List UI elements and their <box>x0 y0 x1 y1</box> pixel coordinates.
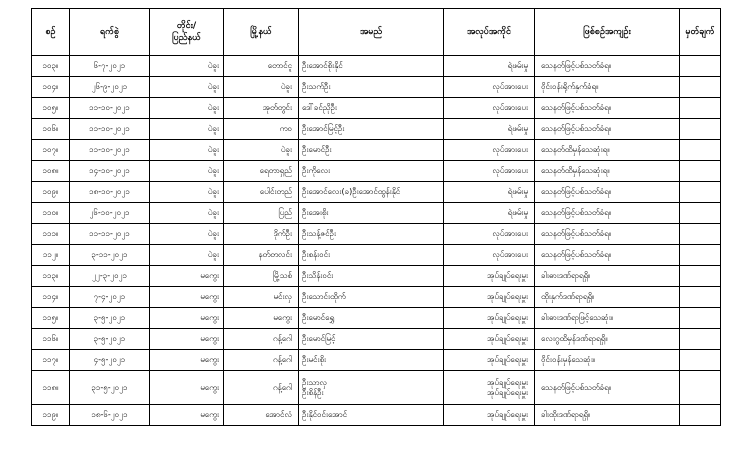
cell-name <box>299 329 444 350</box>
cell-job-line: လုပ်အားပေး <box>492 103 528 112</box>
cell-name-line: ဦးအေးစိုး <box>302 208 329 217</box>
cell-town: ဂန့်ဂေါ <box>224 350 299 371</box>
cell-town: မြို့သစ် <box>224 266 299 287</box>
cell-region: ပဲခူး <box>150 161 224 182</box>
cell-region: မကွေး <box>150 308 224 329</box>
cell-date: ၁၁-၁၀-၂၀၂၁ <box>70 119 150 140</box>
cell-status: သေနတ်ဖြင့်ပစ်သတ်ခံရ။ <box>535 203 680 224</box>
cell-no: ၁၁၇။ <box>32 350 70 371</box>
cell-job-line: ရဲဖမ်းမှု <box>507 187 528 196</box>
cell-date: ၄-၅-၂၀၂၁ <box>70 350 150 371</box>
cell-job <box>444 161 535 182</box>
cell-name <box>299 266 444 287</box>
table-row <box>32 308 721 329</box>
incident-table <box>31 8 721 426</box>
cell-date: ၂၆-၉-၂၀၂၁ <box>70 77 150 98</box>
table-row <box>32 56 721 77</box>
cell-status: ထိုးနှက်ဒဏ်ရာရရှိ။ <box>535 287 680 308</box>
cell-name <box>299 371 444 405</box>
cell-name <box>299 350 444 371</box>
header-name: အမည် <box>299 9 444 56</box>
cell-status: သေနတ်ထိမှန်သေဆုံးရ။ <box>535 140 680 161</box>
cell-no: ၁၁၂။ <box>32 245 70 266</box>
cell-town: ရေတာရှည် <box>224 161 299 182</box>
cell-status: သေနတ်ဖြင့်ပစ်သတ်ခံရ။ <box>535 182 680 203</box>
cell-town: နတ်တလင်း <box>224 245 299 266</box>
cell-date: ၃-၁၁-၂၀၂၁ <box>70 245 150 266</box>
cell-no: ၁၁၄။ <box>32 287 70 308</box>
cell-name <box>299 77 444 98</box>
cell-job <box>444 182 535 203</box>
header-region-line2: ပြည်နယ် <box>172 33 201 43</box>
document-page <box>31 8 721 426</box>
table-row <box>32 140 721 161</box>
cell-job-line: အုပ်ချုပ်ရေးမှူး <box>487 313 528 322</box>
cell-remark <box>680 98 721 119</box>
cell-status: သေနတ်ဖြင့်ပစ်သတ်ခံရ။ <box>535 245 680 266</box>
cell-job-line: အုပ်ချုပ်ရေးမှူး <box>487 355 528 364</box>
cell-name-line: ဦးစန်းဝင်း <box>302 250 331 259</box>
cell-date: ၃၁-၅-၂၀၂၁ <box>70 371 150 405</box>
cell-name-line: ဦးသာလှ <box>302 377 327 387</box>
cell-remark <box>680 203 721 224</box>
cell-no: ၁၀၃။ <box>32 56 70 77</box>
cell-job <box>444 140 535 161</box>
cell-region: မကွေး <box>150 371 224 405</box>
cell-job-line: လုပ်အားပေး <box>492 145 528 154</box>
cell-town: ဒိုက်ဦး <box>224 224 299 245</box>
cell-remark <box>680 140 721 161</box>
table-row <box>32 245 721 266</box>
cell-job <box>444 350 535 371</box>
cell-remark <box>680 182 721 203</box>
cell-job-line: အုပ်ချုပ်ရေးမှူး <box>487 410 528 419</box>
cell-status: ခါးဓားဒဏ်ရာဖြင့်သေဆုံး။ <box>535 308 680 329</box>
cell-status: သေနတ်ဖြင့်ပစ်သတ်ခံရ။ <box>535 119 680 140</box>
cell-remark <box>680 405 721 426</box>
cell-region: မကွေး <box>150 350 224 371</box>
cell-region: မကွေး <box>150 405 224 426</box>
table-row <box>32 224 721 245</box>
cell-name <box>299 161 444 182</box>
cell-status: ဝိုင်းဝန်းရိုက်နှက်ခံရ။ <box>535 77 680 98</box>
cell-town: ပဲခူး <box>224 77 299 98</box>
cell-no: ၁၁၆။ <box>32 329 70 350</box>
cell-name-line: ဦးသောင်းထိုက် <box>302 292 346 301</box>
cell-job-line: ရဲဖမ်းမှု <box>507 124 528 133</box>
cell-town: မင်းလှ <box>224 287 299 308</box>
cell-region: မကွေး <box>150 287 224 308</box>
cell-date: ၁၄-၁၀-၂၀၂၁ <box>70 161 150 182</box>
table-row <box>32 77 721 98</box>
header-date: ရက်စွဲ <box>70 9 150 56</box>
cell-no: ၁၀၉။ <box>32 182 70 203</box>
cell-status: လေးဂွထိမှန်ဒဏ်ရာရရှိ။ <box>535 329 680 350</box>
table-row <box>32 350 721 371</box>
cell-name <box>299 98 444 119</box>
cell-date: ၁၁-၁၀-၂၀၂၁ <box>70 98 150 119</box>
cell-name-line: ဦးအောင်လေး(ခ)ဦးအောင်ထွန်းနိုင် <box>302 187 401 196</box>
cell-name-line: ဦးစိန်ဦး <box>302 387 324 397</box>
table-row <box>32 119 721 140</box>
cell-date: ၃-၅-၂၀၂၁ <box>70 308 150 329</box>
cell-status: သေနတ်ဖြင့်ပစ်သတ်ခံရ။ <box>535 98 680 119</box>
cell-remark <box>680 77 721 98</box>
cell-region: ပဲခူး <box>150 245 224 266</box>
cell-remark <box>680 266 721 287</box>
cell-name-line: ဦးမောင်မြင့် <box>302 334 336 343</box>
table-row <box>32 182 721 203</box>
cell-name <box>299 224 444 245</box>
cell-no: ၁၀၈။ <box>32 161 70 182</box>
cell-name-line: ဦးနိုင်ဝင်းအောင် <box>302 410 348 419</box>
cell-job <box>444 56 535 77</box>
cell-job-line: လုပ်အားပေး <box>492 82 528 91</box>
cell-region: မကွေး <box>150 329 224 350</box>
cell-name-line: ဦးသန့်ဇင်ဦး <box>302 229 337 238</box>
cell-region: ပဲခူး <box>150 203 224 224</box>
cell-job <box>444 77 535 98</box>
table-row <box>32 405 721 426</box>
cell-date: ၂၂-၃-၂၀၂၁ <box>70 266 150 287</box>
cell-no: ၁၁၈။ <box>32 371 70 405</box>
table-body <box>32 56 721 426</box>
cell-name <box>299 405 444 426</box>
cell-date: ၆-၇-၂၀၂၁ <box>70 56 150 77</box>
table-row <box>32 329 721 350</box>
cell-no: ၁၁၁။ <box>32 224 70 245</box>
cell-name-line: ဦးသိန်းဝင်း <box>302 271 334 280</box>
cell-no: ၁၁၃။ <box>32 266 70 287</box>
cell-job-line: လုပ်အားပေး <box>492 250 528 259</box>
cell-job-line: အုပ်ချုပ်ရေးမှူး <box>487 271 528 280</box>
cell-remark <box>680 224 721 245</box>
cell-name-line: ဦးအောင်မြင့်ဦး <box>302 124 345 133</box>
cell-name <box>299 203 444 224</box>
cell-status: သေနတ်ဖြင့်ပစ်သတ်ခံရ။ <box>535 371 680 405</box>
header-region-line1: တိုင်း/ <box>176 21 197 31</box>
cell-region: ပဲခူး <box>150 77 224 98</box>
cell-town: အောင်လံ <box>224 405 299 426</box>
cell-date: ၁၁-၁၀-၂၀၂၁ <box>70 140 150 161</box>
cell-date: ၁၈-၆-၂၀၂၁ <box>70 405 150 426</box>
cell-job-line: လုပ်အားပေး <box>492 166 528 175</box>
cell-remark <box>680 56 721 77</box>
cell-name-line: ဦးကိုလေး <box>302 166 331 175</box>
cell-remark <box>680 119 721 140</box>
cell-town: ဂန့်ဂေါ <box>224 371 299 405</box>
cell-date: ၃-၅-၂၀၂၁ <box>70 329 150 350</box>
cell-remark <box>680 329 721 350</box>
cell-name <box>299 245 444 266</box>
table-row <box>32 203 721 224</box>
cell-region: ပဲခူး <box>150 56 224 77</box>
cell-no: ၁၁၅။ <box>32 308 70 329</box>
header-status: ဖြစ်စဉ်အကျဉ်း <box>535 9 680 56</box>
cell-job <box>444 371 535 405</box>
cell-name <box>299 308 444 329</box>
cell-remark <box>680 287 721 308</box>
cell-date: ၁၁-၁၁-၂၀၂၁ <box>70 224 150 245</box>
cell-status: ဝိုင်းဝန်းမှန်သေဆုံး။ <box>535 350 680 371</box>
cell-town: ပဲခူး <box>224 140 299 161</box>
cell-job <box>444 224 535 245</box>
cell-job-line: လုပ်အားပေး <box>492 229 528 238</box>
cell-job-line: ရဲဖမ်းမှု <box>507 61 528 70</box>
cell-status: ခါးထိုးဒဏ်ရာရရှိ။ <box>535 405 680 426</box>
cell-job <box>444 203 535 224</box>
table-row <box>32 266 721 287</box>
cell-name <box>299 119 444 140</box>
cell-no: ၁၀၆။ <box>32 119 70 140</box>
cell-town: မကွေး <box>224 308 299 329</box>
cell-region: ပဲခူး <box>150 140 224 161</box>
cell-job <box>444 119 535 140</box>
table-row <box>32 98 721 119</box>
cell-name-line: ဦးသက်ဦး <box>302 82 331 91</box>
cell-town: တောင်ငူ <box>224 56 299 77</box>
cell-name-line: ဦးအောင်စိုးနိုင် <box>302 61 343 70</box>
cell-town: ပေါင်းတည် <box>224 182 299 203</box>
cell-no: ၁၁၉။ <box>32 405 70 426</box>
cell-name-line: ဦးမောင်ဦး <box>302 145 332 154</box>
cell-town: အုတ်တွင်း <box>224 98 299 119</box>
cell-name-line: ဦးမောင်ရွှေ <box>302 313 335 322</box>
cell-no: ၁၁၀။ <box>32 203 70 224</box>
cell-job-line: အုပ်ချုပ်ရေးမှူး <box>487 377 528 387</box>
cell-job-line: ရဲဖမ်းမှု <box>507 208 528 217</box>
cell-job <box>444 266 535 287</box>
table-row <box>32 161 721 182</box>
cell-region: ပဲခူး <box>150 182 224 203</box>
header-row <box>32 9 721 56</box>
header-remark: မှတ်ချက် <box>680 9 721 56</box>
header-region <box>150 9 224 56</box>
cell-remark <box>680 245 721 266</box>
cell-region: မကွေး <box>150 266 224 287</box>
header-town: မြို့နယ် <box>224 9 299 56</box>
cell-date: ၇-၄-၂၀၂၁ <box>70 287 150 308</box>
cell-no: ၁၀၅။ <box>32 98 70 119</box>
cell-job-line: အုပ်ချုပ်ရေးမှူး <box>487 292 528 301</box>
cell-job <box>444 245 535 266</box>
cell-remark <box>680 161 721 182</box>
cell-date: ၁၈-၁၀-၂၀၂၁ <box>70 182 150 203</box>
cell-status: သေနတ်ဖြင့်ပစ်သတ်ခံရ။ <box>535 224 680 245</box>
cell-status: ခါးဓားဒဏ်ရာရရှိ။ <box>535 266 680 287</box>
table-row <box>32 371 721 405</box>
cell-job <box>444 329 535 350</box>
cell-name-line: ဒေါ်ခင်ညိုဦး <box>302 103 337 112</box>
header-no: စဉ် <box>32 9 70 56</box>
cell-status: သေနတ်ထိမှန်သေဆုံးရ။ <box>535 161 680 182</box>
header-job: အလုပ်အကိုင် <box>444 9 535 56</box>
cell-town: ကဝ <box>224 119 299 140</box>
table-row <box>32 287 721 308</box>
cell-job <box>444 287 535 308</box>
cell-region: ပဲခူး <box>150 98 224 119</box>
cell-region: ပဲခူး <box>150 224 224 245</box>
cell-town: ပြည် <box>224 203 299 224</box>
cell-job-line: အုပ်ချုပ်ရေးမှူး <box>487 334 528 343</box>
cell-date: ၂၆-၁၀-၂၀၂၁ <box>70 203 150 224</box>
cell-remark <box>680 371 721 405</box>
cell-status: သေနတ်ဖြင့်ပစ်သတ်ခံရ။ <box>535 56 680 77</box>
cell-remark <box>680 308 721 329</box>
cell-region: ပဲခူး <box>150 119 224 140</box>
cell-name <box>299 287 444 308</box>
cell-name <box>299 56 444 77</box>
cell-job <box>444 405 535 426</box>
cell-name <box>299 140 444 161</box>
cell-job <box>444 308 535 329</box>
cell-no: ၁၀၇။ <box>32 140 70 161</box>
cell-town: ဂန့်ဂေါ <box>224 329 299 350</box>
cell-no: ၁၀၄။ <box>32 77 70 98</box>
cell-name <box>299 182 444 203</box>
cell-job-line: အုပ်ချုပ်ရေးမှူး <box>487 387 528 397</box>
cell-name-line: ဦးမင်းစိုး <box>302 355 327 364</box>
cell-job <box>444 98 535 119</box>
cell-remark <box>680 350 721 371</box>
